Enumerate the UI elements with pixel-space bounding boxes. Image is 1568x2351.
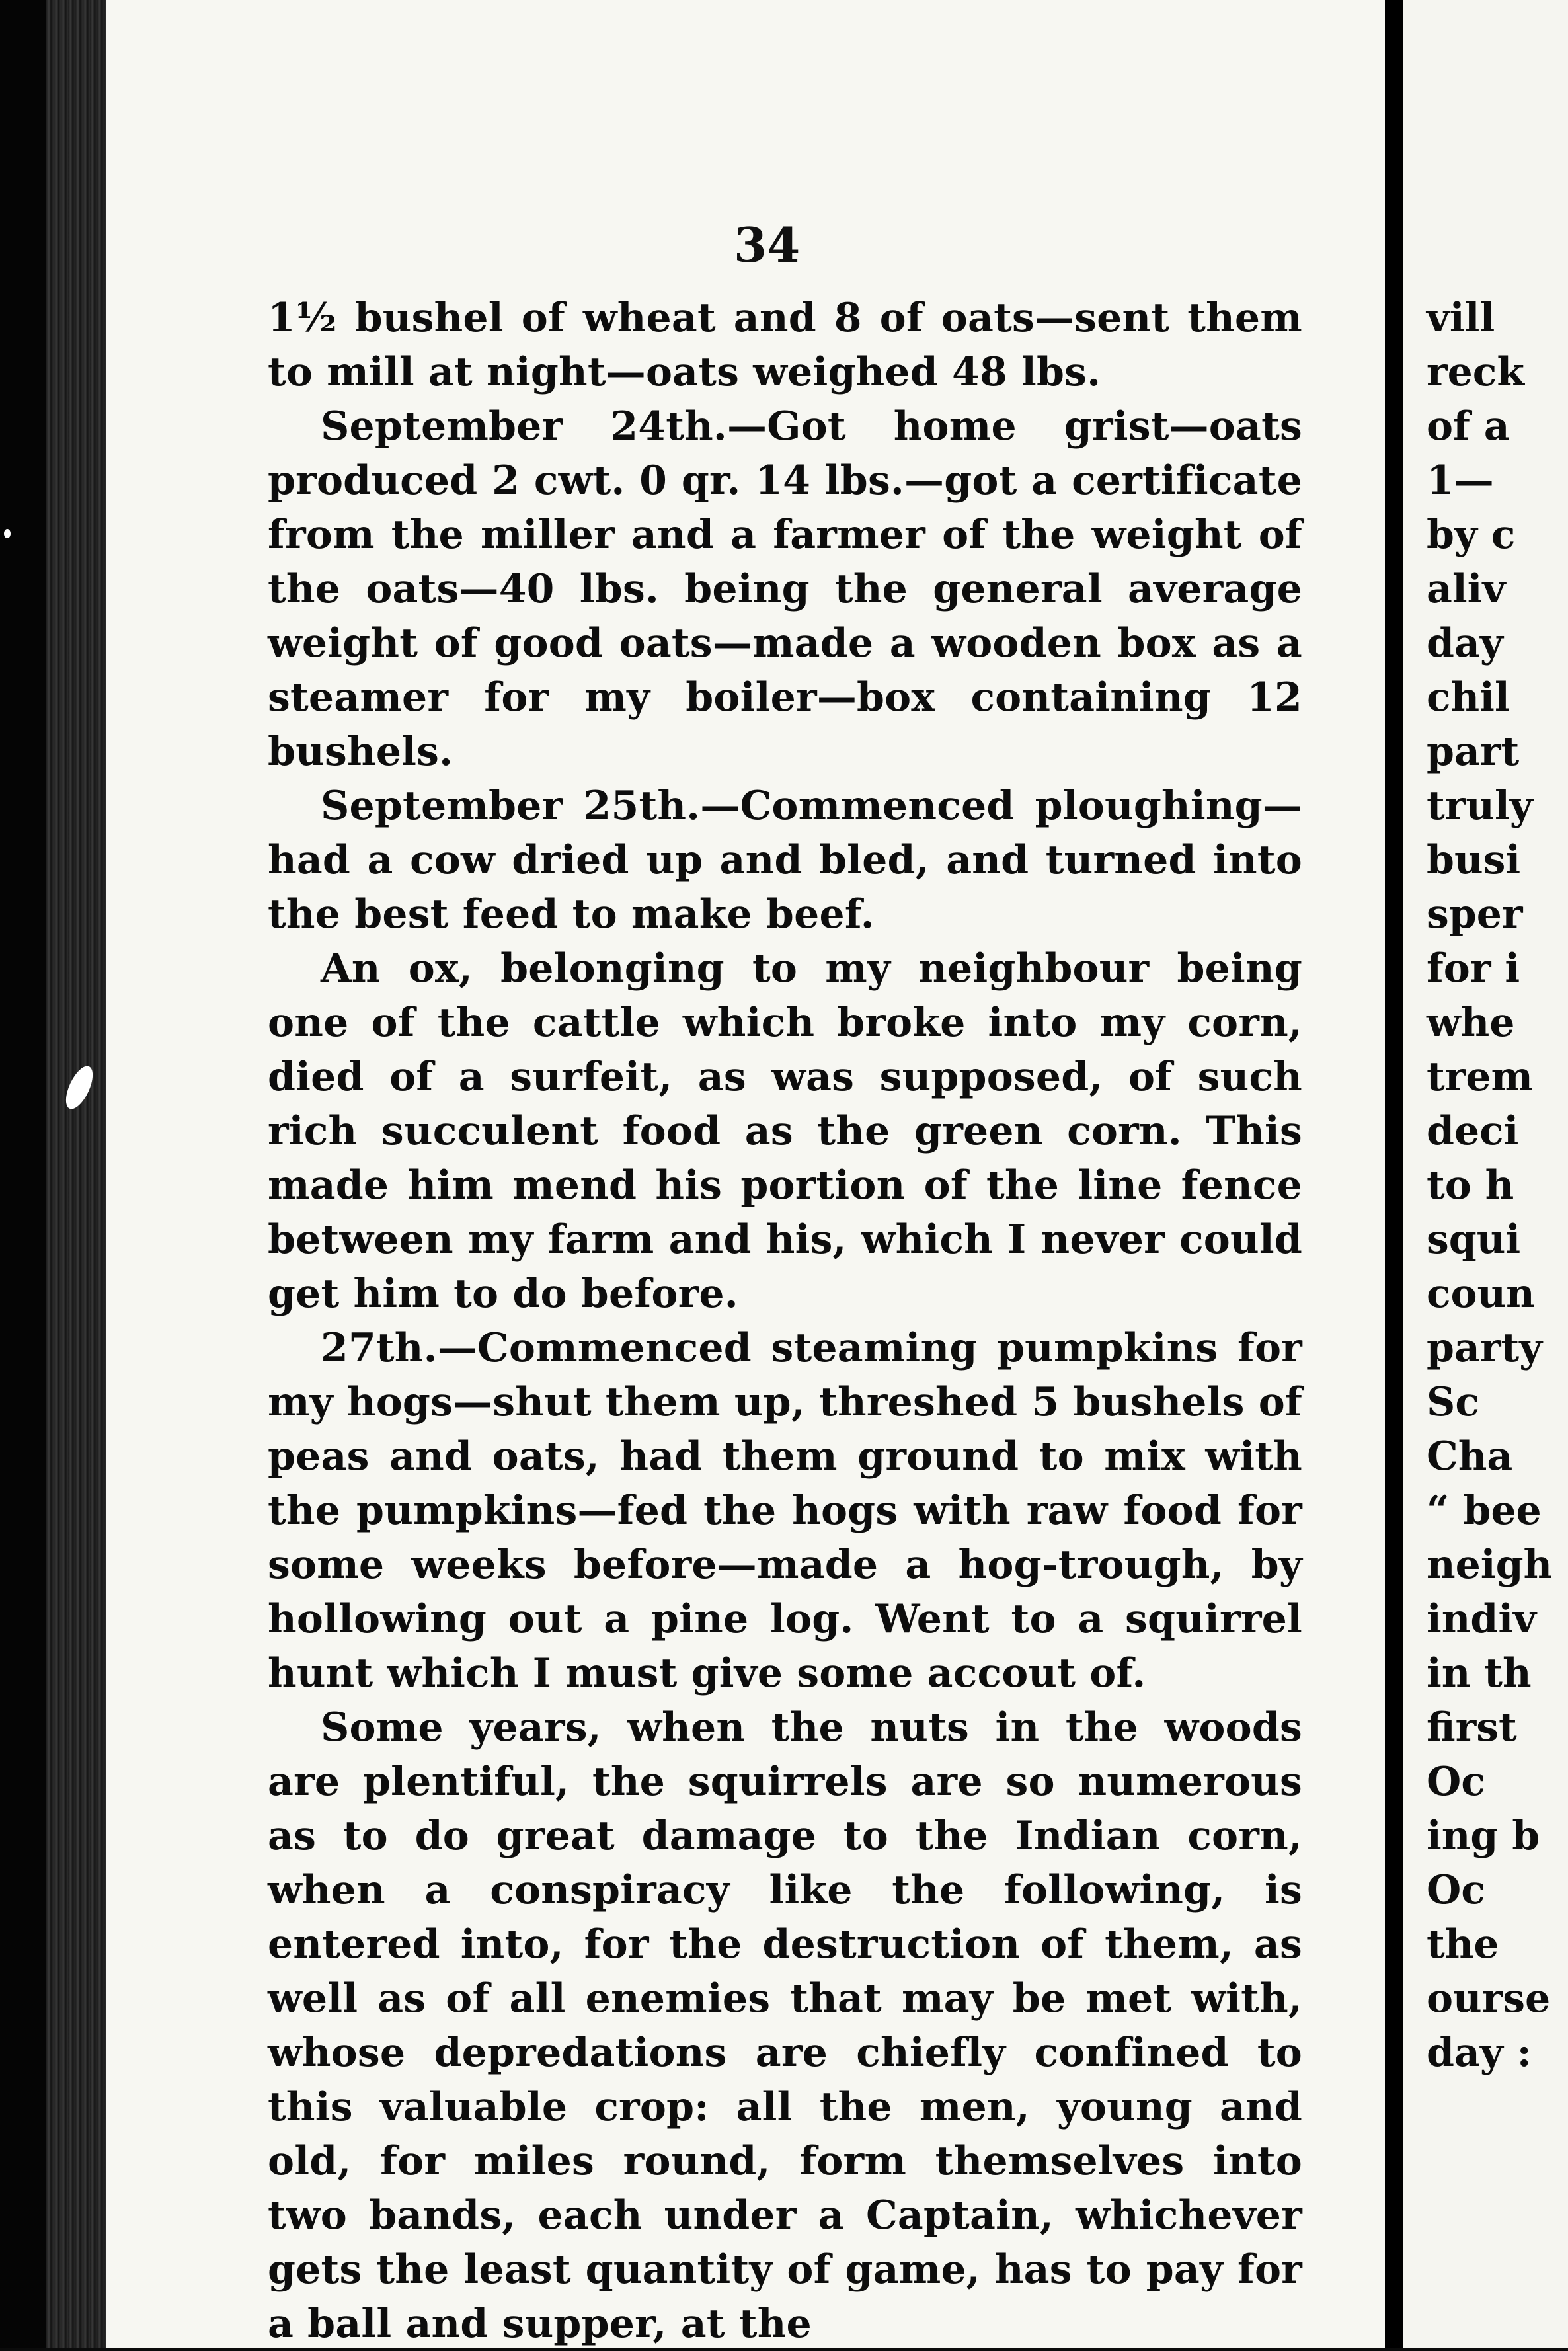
next-page-line-fragment: trem	[1427, 1054, 1533, 1100]
next-page-line-fragment: squi	[1427, 1216, 1521, 1263]
paragraph: Some years, when the nuts in the woods are plentiful, the squirrels are so numerous as to do great damage to the Indian corn, when a conspiracy like the following, is entered into, for the destruction of them, as well as of all enemies that may be met with, whose depredations are chiefly confined to this valuable crop: all the men, young and old, for miles round, form themselves into two bands, each under a Captain, whichever gets the least quantity of game, has to pay for a ball and supper, at the	[268, 1704, 1302, 2347]
paper-speck	[4, 529, 11, 538]
next-page-line-fragment: day :	[1427, 2030, 1532, 2076]
page-body-text	[268, 291, 1302, 2351]
next-page-line-fragment: part	[1427, 729, 1520, 775]
next-page-line-fragment: deci	[1427, 1108, 1519, 1154]
next-page-line-fragment: day	[1427, 620, 1503, 666]
next-page-line-fragment: party	[1427, 1325, 1543, 1371]
book-gutter	[1385, 0, 1403, 2348]
next-page-line-fragment: Cha	[1427, 1433, 1513, 1480]
next-page-line-fragment: Oc	[1427, 1759, 1485, 1805]
next-page-line-fragment: truly	[1427, 783, 1533, 829]
next-page-line-fragment: neigh	[1427, 1542, 1553, 1588]
next-page-line-fragment: busi	[1427, 837, 1521, 883]
next-page-line-fragment: reck	[1427, 349, 1524, 395]
next-page-line-fragment: whe	[1427, 1000, 1515, 1046]
next-page-line-fragment: Sc	[1427, 1379, 1479, 1425]
paragraph: 27th.—Commenced steaming pumpkins for my hogs—shut them up, threshed 5 bushels of peas and oats, had them ground to mix with the pumpkins—fed the hogs with raw food for some weeks before—made a hog-trough, by hollowing out a pine log. Went to a squirrel hunt which I must give some accout of.	[268, 1325, 1302, 1696]
next-page-line-fragment: vill	[1427, 295, 1495, 341]
next-page-line-fragment: in th	[1427, 1650, 1532, 1696]
page-number: 34	[734, 217, 801, 273]
next-page-line-fragment: aliv	[1427, 566, 1506, 612]
next-page-text-fragments	[1427, 291, 1568, 2080]
next-page-line-fragment: of a	[1427, 403, 1510, 450]
next-page-line-fragment: indiv	[1427, 1596, 1537, 1642]
next-page-line-fragment: ing b	[1427, 1813, 1540, 1859]
book-left-edge	[0, 0, 46, 2348]
paragraph: 1½ bushel of wheat and 8 of oats—sent them to mill at night—oats weighed 48 lbs.	[268, 295, 1302, 395]
next-page-line-fragment: “ bee	[1427, 1488, 1542, 1534]
next-page-line-fragment: ourse	[1427, 1975, 1551, 2022]
paragraph: September 24th.—Got home grist—oats produced 2 cwt. 0 qr. 14 lbs.—got a certificate from the miller and a farmer of the weight of the oats—40 lbs. being the general average weight of good oats—made a wooden box as a steamer for my boiler—box containing 12 bushels.	[268, 403, 1302, 775]
next-page-line-fragment: by c	[1427, 512, 1516, 558]
paragraph: An ox, belonging to my neighbour being one of the cattle which broke into my corn, died of a surfeit, as was supposed, of such rich succulent food as the green corn. This made him mend his portion of the line fence between my farm and his, which I never could get him to do before.	[268, 945, 1302, 1317]
next-page-line-fragment: the	[1427, 1921, 1499, 1968]
next-page-line-fragment: sper	[1427, 891, 1523, 937]
page-stack-edges	[46, 0, 106, 2348]
next-page-line-fragment: first	[1427, 1704, 1517, 1751]
next-page-line-fragment: for i	[1427, 945, 1520, 992]
next-page-line-fragment: 1—	[1427, 458, 1494, 504]
next-page-line-fragment: chil	[1427, 674, 1510, 721]
next-page-line-fragment: Oc	[1427, 1867, 1485, 1913]
paragraph: September 25th.—Commenced ploughing—had a cow dried up and bled, and turned into the best feed to make beef.	[268, 783, 1302, 937]
next-page-line-fragment: coun	[1427, 1271, 1535, 1317]
next-page-line-fragment: to h	[1427, 1162, 1514, 1209]
